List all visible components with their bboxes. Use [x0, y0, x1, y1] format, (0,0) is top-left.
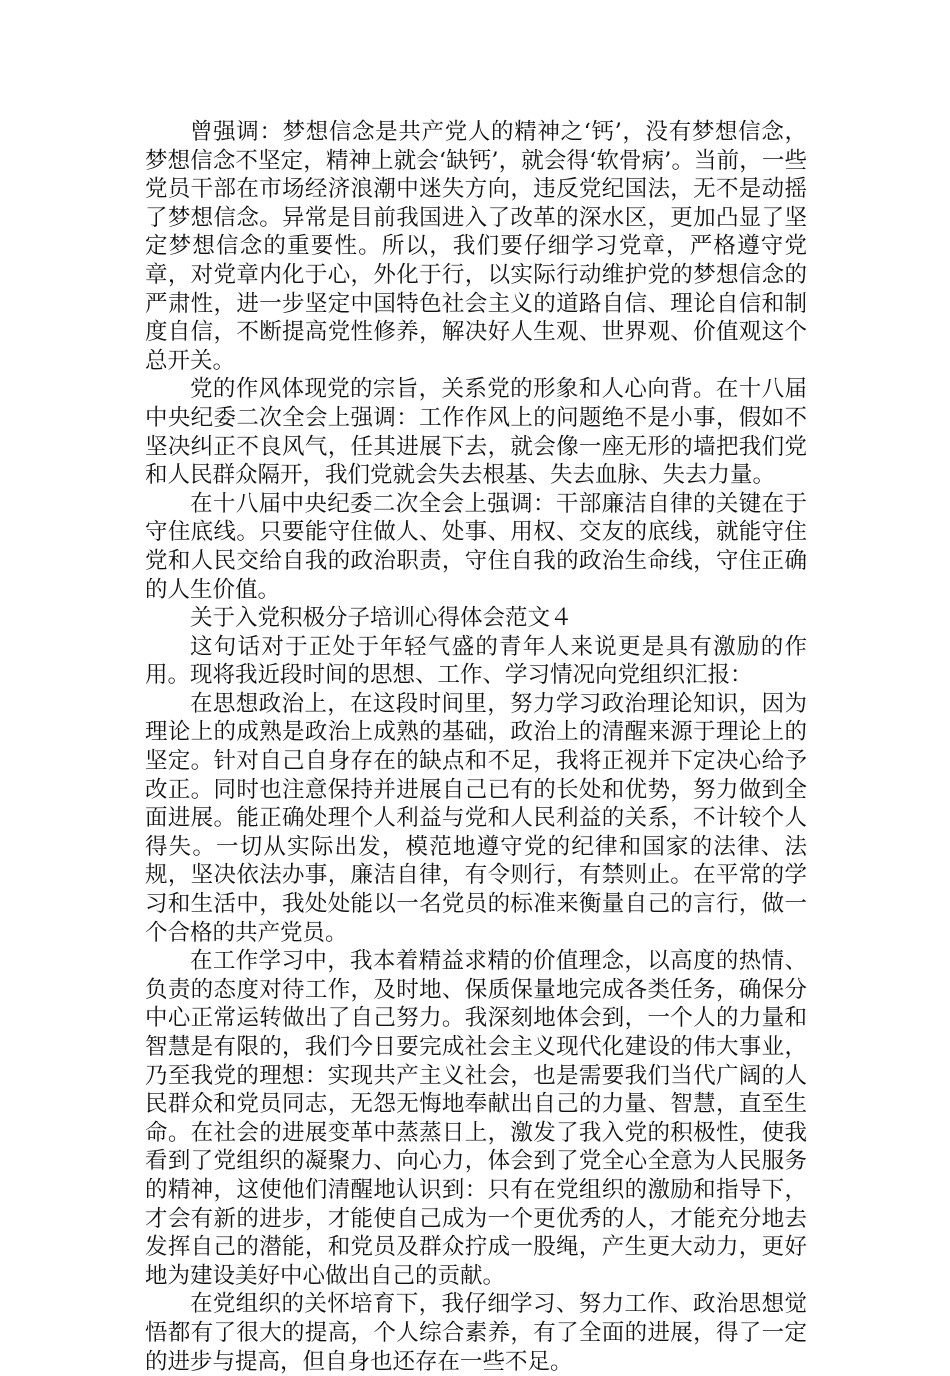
section-heading: 关于入党积极分子培训心得体会范文４	[190, 605, 573, 632]
paragraph-work-study: 在工作学习中，我本着精益求精的价值理念，以高度的热情、负责的态度对待工作，及时地、保质保量地完成各类任务，确保分中心正常运转做出了自己努力。我深刻地体会到，一个人的力量和智慧是有限的，我们今日要完成社会主义现代化建设的伟大事业，乃至我党的理想：实现共产主义社会，也是需要我们当代广阔的人民群众和党员同志，无怨无悔地奉献出自己的力量、智慧，直至生命。在社会的进展变革中蒸蒸日上，激发了我入党的积极性，使我看到了党组织的凝聚力、向心力，体会到了党全心全意为人民服务的精神，这使他们清醒地认识到：只有在党组织的激励和指导下，才会有新的进步，才能使自己成为一个更优秀的人，才能充分地去发挥自己的潜能，和党员及群众拧成一股绳，产生更大动力，更好地为建设美好中心做出自己的贡献。	[145, 948, 807, 1289]
document-body	[145, 118, 807, 1376]
paragraph-integrity-bottom-line: 在十八届中央纪委二次全会上强调：干部廉洁自律的关键在于守住底线。只要能守住做人、处事、用权、交友的底线，就能守住党和人民交给自我的政治职责，守住自我的政治生命线，守住正确的人生价值。	[145, 490, 807, 603]
paragraph-party-style: 党的作风体现党的宗旨，关系党的形象和人心向背。在十八届中央纪委二次全会上强调：工作作风上的问题绝不是小事，假如不坚决纠正不良风气，任其进展下去，就会像一座无形的墙把我们党和人民群众隔开，我们党就会失去根基、失去血脉、失去力量。	[145, 376, 807, 489]
paragraph-ideals-and-beliefs: 曾强调：梦想信念是共产党人的精神之‘钙’，没有梦想信念，梦想信念不坚定，精神上就会‘缺钙’，就会得‘软骨病’。当前，一些党员干部在市场经济浪潮中迷失方向，违反党纪国法，无不是动摇了梦想信念。异常是目前我国进入了改革的深水区，更加凸显了坚定梦想信念的重要性。所以，我们要仔细学习党章，严格遵守党章，对党章内化于心，外化于行，以实际行动维护党的梦想信念的严肃性，进一步坚定中国特色社会主义的道路自信、理论自信和制度自信，不断提高党性修养，解决好人生观、世界观、价值观这个总开关。	[145, 119, 807, 374]
paragraph-political-thought: 在思想政治上，在这段时间里，努力学习政治理论知识，因为理论上的成熟是政治上成熟的基础，政治上的清醒来源于理论上的坚定。针对自己自身存在的缺点和不足，我将正视并下定决心给予改正。同时也注意保持并进展自己已有的长处和优势，努力做到全面进展。能正确处理个人利益与党和人民利益的关系，不计较个人得失。一切从实际出发，模范地遵守党的纪律和国家的法律、法规，坚决依法办事，廉洁自律，有令则行，有禁则止。在平常的学习和生活中，我处处能以一名党员的标准来衡量自己的言行，做一个合格的共产党员。	[145, 690, 807, 946]
paragraph-progress-summary: 在党组织的关怀培育下，我仔细学习、努力工作、政治思想觉悟都有了很大的提高，个人综合素养，有了全面的进展，得了一定的进步与提高，但自身也还存在一些不足。	[145, 1291, 807, 1375]
paragraph-report-intro: 这句话对于正处于年轻气盛的青年人来说更是具有激励的作用。现将我近段时间的思想、工作、学习情况向党组织汇报：	[145, 633, 807, 689]
